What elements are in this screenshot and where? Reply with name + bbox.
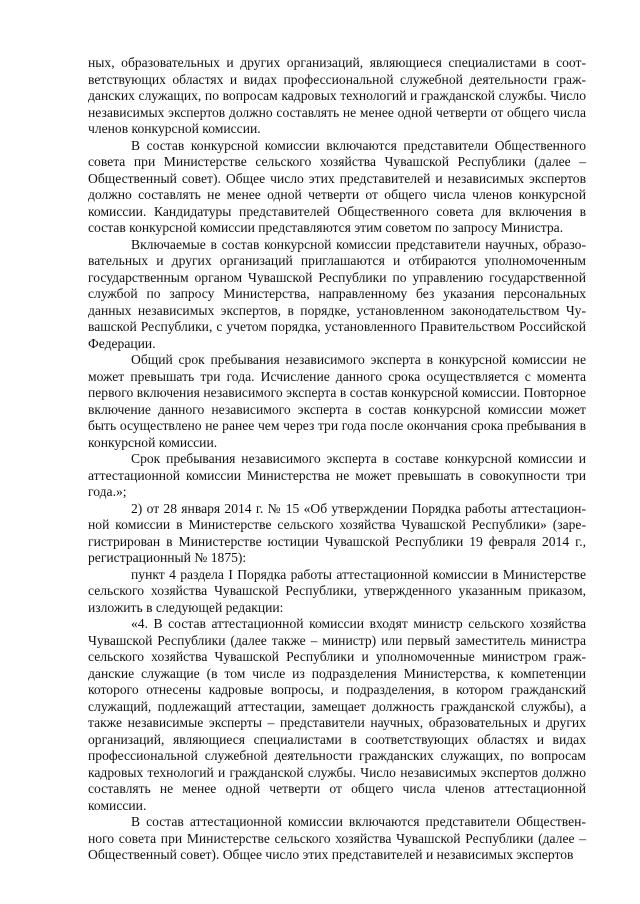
paragraph-8: «4. В состав аттестационной комиссии входят министр сельского хозяйства Чувашской Республики (далее также – министр) или первый заместитель министра сельского хозяйства Чувашской Республики и уполномоченные министром гражданские служащие (в том числе из подразделения Министерства, к компетенции которого отнесены кадровые вопросы, и подразделения, в котором гражданский служащий, подлежащий аттестации, замещает должность гражданской службы), а также независимые эксперты – представители научных, образовательных и других организаций, являющиеся специалистами в соответствующих областях и видах профессиональной служебной деятельности гражданских служащих, по вопросам кадровых технологий и гражданской службы. Число независимых экспертов должно составлять не менее одной четверти от общего числа членов аттестационной комиссии. bbox=[88, 616, 586, 813]
paragraph-1: ных, образовательных и других организаций, являющиеся специалистами в соответствующих областях и видах профессиональной служебной деятельности гражданских служащих, по вопросам кадровых технологий и гражданской службы. Число независимых экспертов должно составлять не менее одной четверти от общего числа членов конкурсной комиссии. bbox=[88, 55, 586, 136]
paragraph-2: В состав конкурсной комиссии включаются представители Общественного совета при Министерстве сельского хозяйства Чувашской Республики (далее – Общественный совет). Общее число этих представителей и независимых экспертов должно составлять не менее одной четверти от общего числа членов конкурсной комиссии. Кандидатуры представителей Общественного совета для включения в состав конкурсной комиссии представляются этим советом по запросу Министра. bbox=[88, 137, 586, 235]
paragraph-3: Включаемые в состав конкурсной комиссии представители научных, образовательных и других организаций приглашаются и отбираются уполномоченным государственным органом Чувашской Республики по управлению государственной службой по запросу Министерства, направленному без указания персональных данных независимых экспертов, в порядке, установленном законодательством Чувашской Республики, с учетом порядка, установленного Правительством Российской Федерации. bbox=[88, 236, 586, 351]
paragraph-9: В состав аттестационной комиссии включаются представители Общественного совета при Министерстве сельского хозяйства Чувашской Республики (далее – Общественный совет). Общее число этих представителей и независимых экспертов bbox=[88, 814, 586, 862]
paragraph-4: Общий срок пребывания независимого эксперта в конкурсной комиссии не может превышать три года. Исчисление данного срока осуществляется с момента первого включения независимого эксперта в состав конкурсной комиссии. Повторное включение данного независимого эксперта в состав конкурсной комиссии может быть осуществлено не ранее чем через три года после окончания срока пребывания в конкурсной комиссии. bbox=[88, 352, 586, 450]
paragraph-6: 2) от 28 января 2014 г. № 15 «Об утверждении Порядка работы аттестационной комиссии в Министерстве сельского хозяйства Чувашской Республики» (зарегистрирован в Министерстве юстиции Чувашской Республики 19 февраля 2014 г., регистрационный № 1875): bbox=[88, 500, 586, 565]
document-body bbox=[88, 55, 586, 864]
paragraph-7: пункт 4 раздела I Порядка работы аттестационной комиссии в Министерстве сельского хозяйства Чувашской Республики, утвержденного указанным приказом, изложить в следующей редакции: bbox=[88, 566, 586, 615]
paragraph-5: Срок пребывания независимого эксперта в составе конкурсной комиссии и аттестационной комиссии Министерства не может превышать в совокупности три года.»; bbox=[88, 451, 586, 499]
